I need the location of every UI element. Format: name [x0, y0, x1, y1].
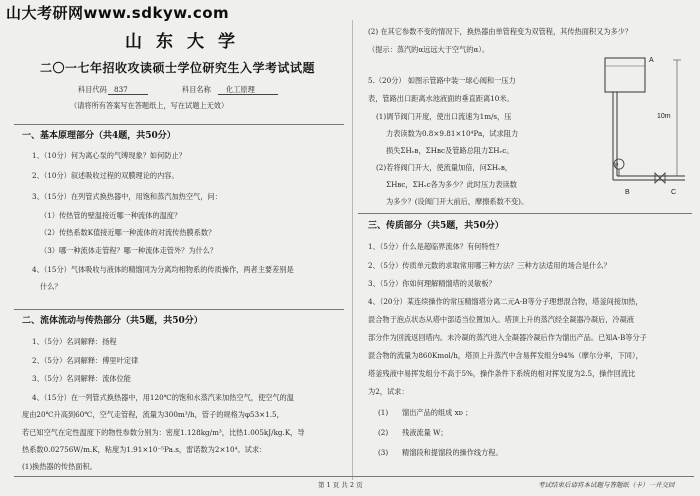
code-underline [108, 94, 148, 95]
pipeline-figure [585, 46, 695, 206]
s3-line: 3、（5分）你如何理解精馏塔的灵敏板？ [368, 279, 496, 288]
s1-line: （2）传热系数K值接近哪一种流体的对流传热膜系数？ [40, 228, 216, 237]
code-value: 837 [114, 85, 128, 94]
tank [605, 58, 645, 92]
s3-line: 混合物于泡点状态从塔中部适当位置加入。塔顶上升的蒸汽经全凝器冷凝后，冷凝液 [368, 315, 634, 324]
s2-line: 1、（5分）名词解释：扬程 [32, 337, 117, 346]
column-divider [352, 20, 353, 480]
s3-line: 4、（20分）某连续操作的常压精馏塔分离二元A-B等分子理想混合物，塔釜间接加热， [368, 297, 643, 306]
section2-title: 二、流体流动与传热部分（共5题，共50分） [22, 316, 203, 326]
notice: （请将所有答案写在答题纸上，写在试题上无效） [70, 101, 229, 110]
site-banner: 山大考研网www.sdkyw.com [6, 4, 230, 22]
q5-line: (2)若将阀门开大，使流量加倍，问ΣHᵥʙ， [376, 163, 513, 172]
s3-line: 混合物的流量为860Kmol/h，塔顶上升蒸汽中含易挥发组分94%（摩尔分率，下同）， [368, 351, 643, 360]
label-a: A [649, 57, 654, 64]
s1-line: 4、（15分）气体吸收与液体的精馏同为分离均相物系的传质操作，两者主要差别是 [32, 265, 294, 274]
s3-line: 为2，试求： [368, 387, 409, 396]
footer-rule [14, 476, 694, 477]
s3-line: 2、（5分）传质单元数的求取常用哪三种方法？三种方法适用的场合是什么？ [368, 261, 611, 270]
q4-cont-line: (2) 在其它参数不变的情况下，换热器由单管程变为双管程，其传热面积又为多少？ [368, 27, 633, 36]
s2-line: 2、（5分）名词解释：傅里叶定律 [32, 356, 139, 365]
s2-line: 热系数0.02756W/m.K，粘度为1.91×10⁻⁵Pa.s，雷诺数为2×10⁴。试求： [22, 445, 267, 454]
subject-value: 化工原理 [226, 85, 255, 94]
label-height: 10m [657, 113, 671, 120]
s3-item-text: 精馏段和提馏段的操作线方程。 [402, 448, 503, 457]
code-label: 科目代码 [78, 85, 107, 94]
footer-note: 考试结束后请将本试题与答题纸（卡）一并交回 [538, 481, 675, 489]
section-rule [14, 124, 344, 125]
exam-title: 二〇一七年招收攻读硕士学位研究生入学考试试题 [40, 61, 316, 75]
s1-line: 1、（10分）何为离心泵的气缚现象？如何防止？ [32, 151, 186, 160]
s2-line: 3、（5分）名词解释：流体位能 [32, 374, 131, 383]
page-number: 第 1 页 共 2 页 [318, 481, 363, 489]
s3-item-num: (1) [378, 408, 389, 417]
subject-underline [218, 94, 278, 95]
s2-line: (1)换热器的传热面积。 [22, 462, 97, 471]
q5-line: 损失ΣHᵥʙ，ΣHʙc及管路总阻力ΣHᵥc。 [386, 146, 514, 155]
label-c: C [671, 189, 677, 196]
label-b: B [625, 189, 630, 196]
s3-item-num: (2) [378, 428, 389, 437]
s2-line: 若已知空气在定性温度下的物性参数分别为：密度1.128kg/m³，比热1.005kJ/kg.K，导 [22, 428, 305, 437]
section1-title: 一、基本原理部分（共4题，共50分） [22, 131, 176, 141]
s3-line: 1、（5分）什么是超临界流体？有何特性？ [368, 242, 503, 251]
q5-line: (1)调节阀门开度，使出口流速为1m/s，压 [376, 112, 512, 121]
s3-line: 部分作为回流返回塔内。未冷凝的蒸汽进入全凝器冷凝后作为馏出产品。已知A-B等分子 [368, 333, 647, 342]
s1-line: 什么？ [40, 282, 62, 291]
section-rule [14, 309, 344, 310]
s1-line: （1）传热管的壁温接近哪一种流体的温度？ [40, 211, 182, 220]
section3-title: 三、传质部分（共5题，共50分） [368, 221, 504, 231]
s3-item-text: 馏出产品的组成 xᴅ ； [402, 408, 473, 417]
valve-icon [655, 173, 665, 183]
q5-line: ΣHʙc，ΣHᵥc各为多少？此时压力表读数 [386, 180, 517, 189]
q5-line: 表，管路出口距离水池液面的垂直距离10米。 [368, 94, 514, 103]
s3-line: 塔釜残液中易挥发组分不高于5%，操作条件下系统的相对挥发度为2.5，操作回流比 [368, 369, 636, 378]
university-title: 山东大学 [125, 32, 249, 52]
q5-line: 力表读数为0.8×9.81×10⁴Pa，试求阻力 [386, 129, 519, 138]
q4-cont-line: （提示：蒸汽的α远远大于空气的α）。 [368, 45, 490, 54]
s1-line: （3）哪一种流体走管程？哪一种流体走管外？为什么？ [40, 246, 218, 255]
q5-line: 为多少？(设阀门开大前后，摩擦系数不变)。 [386, 197, 529, 206]
section-rule [358, 213, 692, 214]
label-p: P [615, 163, 619, 169]
q5-line: 5.（20分） 如图示管路中装一球心阀和一压力 [368, 76, 516, 85]
s3-item-num: (3) [378, 448, 389, 457]
s2-line: 度由20℃升高到60℃，空气走管程，流量为300m³/h，管子的规格为φ53×1.5， [22, 410, 284, 419]
subject-label: 科目名称 [182, 85, 211, 94]
s3-item-text: 残液流量 W； [402, 428, 448, 437]
s1-line: 2、（10分）叙述吸收过程的双膜理论的内容。 [32, 171, 179, 180]
s2-line: 4、（15分）在一列管式换热器中，用120℃的饱和水蒸汽来加热空气，使空气的温 [32, 393, 294, 402]
s1-line: 3、（15分）在列管式换热器中，用饱和蒸汽加热空气，问： [32, 192, 222, 201]
